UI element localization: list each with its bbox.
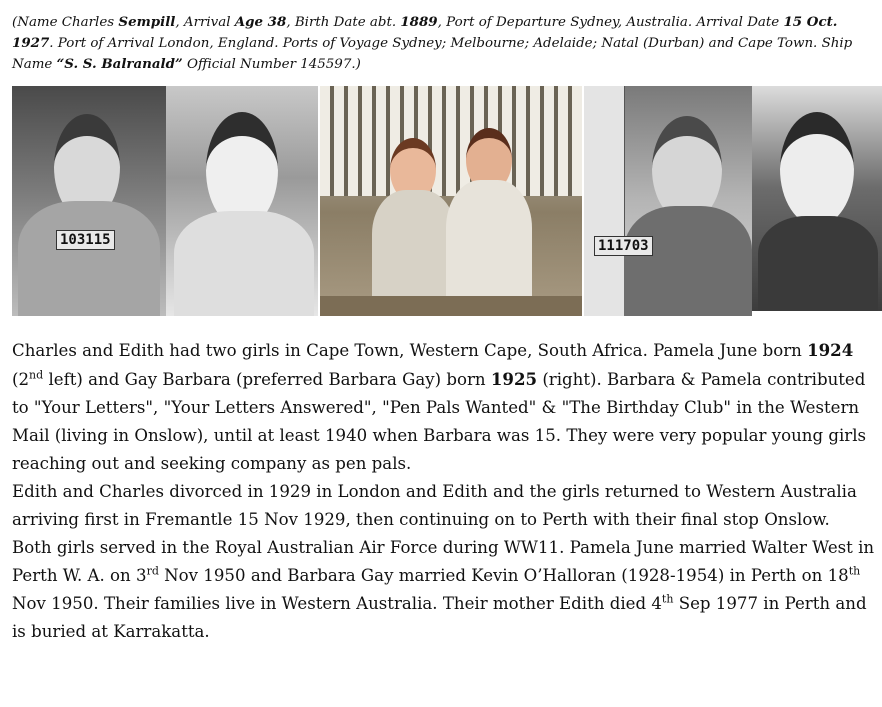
caption-text: , Arrival — [175, 15, 235, 30]
photo-woman-uniform-id — [12, 86, 166, 316]
portrait-body — [758, 216, 878, 311]
girl-right-body — [446, 180, 532, 300]
paragraph-family: Charles and Edith had two girls in Cape Town, Western Cape, South Africa. Pamela June born 1924 (2nd left) and Gay Barbara (preferred Barbara Gay) born 1925 (right). Barbara & Pamela contributed to "Your Letters", "Your Letters Answered", "Pen Pals Wanted" & "The Birthday Club" in the Western Mail (living in Onslow), until at least 1940 when Barbara was 15. They were very popular young girls reaching out and seeking company as pen pals. — [12, 340, 867, 473]
photo-woman-id-plate — [584, 86, 752, 316]
portrait-body — [174, 211, 314, 316]
photo-woman-portrait — [752, 86, 882, 311]
bench — [320, 296, 582, 316]
caption-text: (Name Charles — [12, 15, 119, 30]
portrait-body — [18, 201, 160, 316]
id-number-plate: 103115 — [56, 230, 115, 250]
paragraph-divorce: Edith and Charles divorced in 1929 in London and Edith and the girls returned to Western Australia arriving first in Fremantle 15 Nov 1929, then continuing on to Perth with their final stop Onslow. — [12, 482, 857, 529]
birth-year: 1924 — [807, 340, 854, 360]
caption-text: , Birth Date abt. — [286, 15, 401, 30]
girl-left-body — [372, 190, 456, 300]
birth-year: 1925 — [490, 369, 538, 389]
height-ruler — [584, 86, 625, 316]
photo-woman-smiling — [166, 86, 318, 316]
caption-surname: Sempill — [118, 14, 176, 30]
caption-arrival-date: 15 Oct. 1927 — [12, 14, 838, 51]
caption-ship-name: “S. S. Balranald” — [56, 56, 183, 72]
caption-text: Official Number 145597.) — [182, 57, 361, 72]
photo-strip — [12, 86, 882, 316]
id-number-plate: 111703 — [594, 236, 653, 256]
portrait-body — [624, 206, 752, 316]
portrait-head — [780, 112, 854, 226]
caption-birth-year: 1889 — [400, 14, 438, 30]
photo-two-girls-colorized — [320, 86, 582, 316]
fence-background — [320, 86, 582, 196]
paragraph-service: Both girls served in the Royal Australian Air Force during WW11. Pamela June married Walter West in Perth W. A. on 3rd Nov 1950 and Barbara Gay married Kevin O’Halloran (1928-1954) in Perth on 18th Nov 1950. Their families live in Western Australia. Their mother Edith died 4th Sep 1977 in Perth and is buried at Karrakatta. — [12, 538, 875, 641]
body-text — [12, 336, 880, 646]
caption-text: , Port of Departure Sydney, Australia. Arrival Date — [437, 15, 784, 30]
photo-caption — [12, 12, 878, 75]
caption-text: . Port of Arrival London, England. Ports of Voyage Sydney; Melbourne; Adelaide; Natal (Durban) and Cape Town. Ship Name — [12, 36, 853, 72]
caption-age: Age 38 — [234, 14, 287, 30]
